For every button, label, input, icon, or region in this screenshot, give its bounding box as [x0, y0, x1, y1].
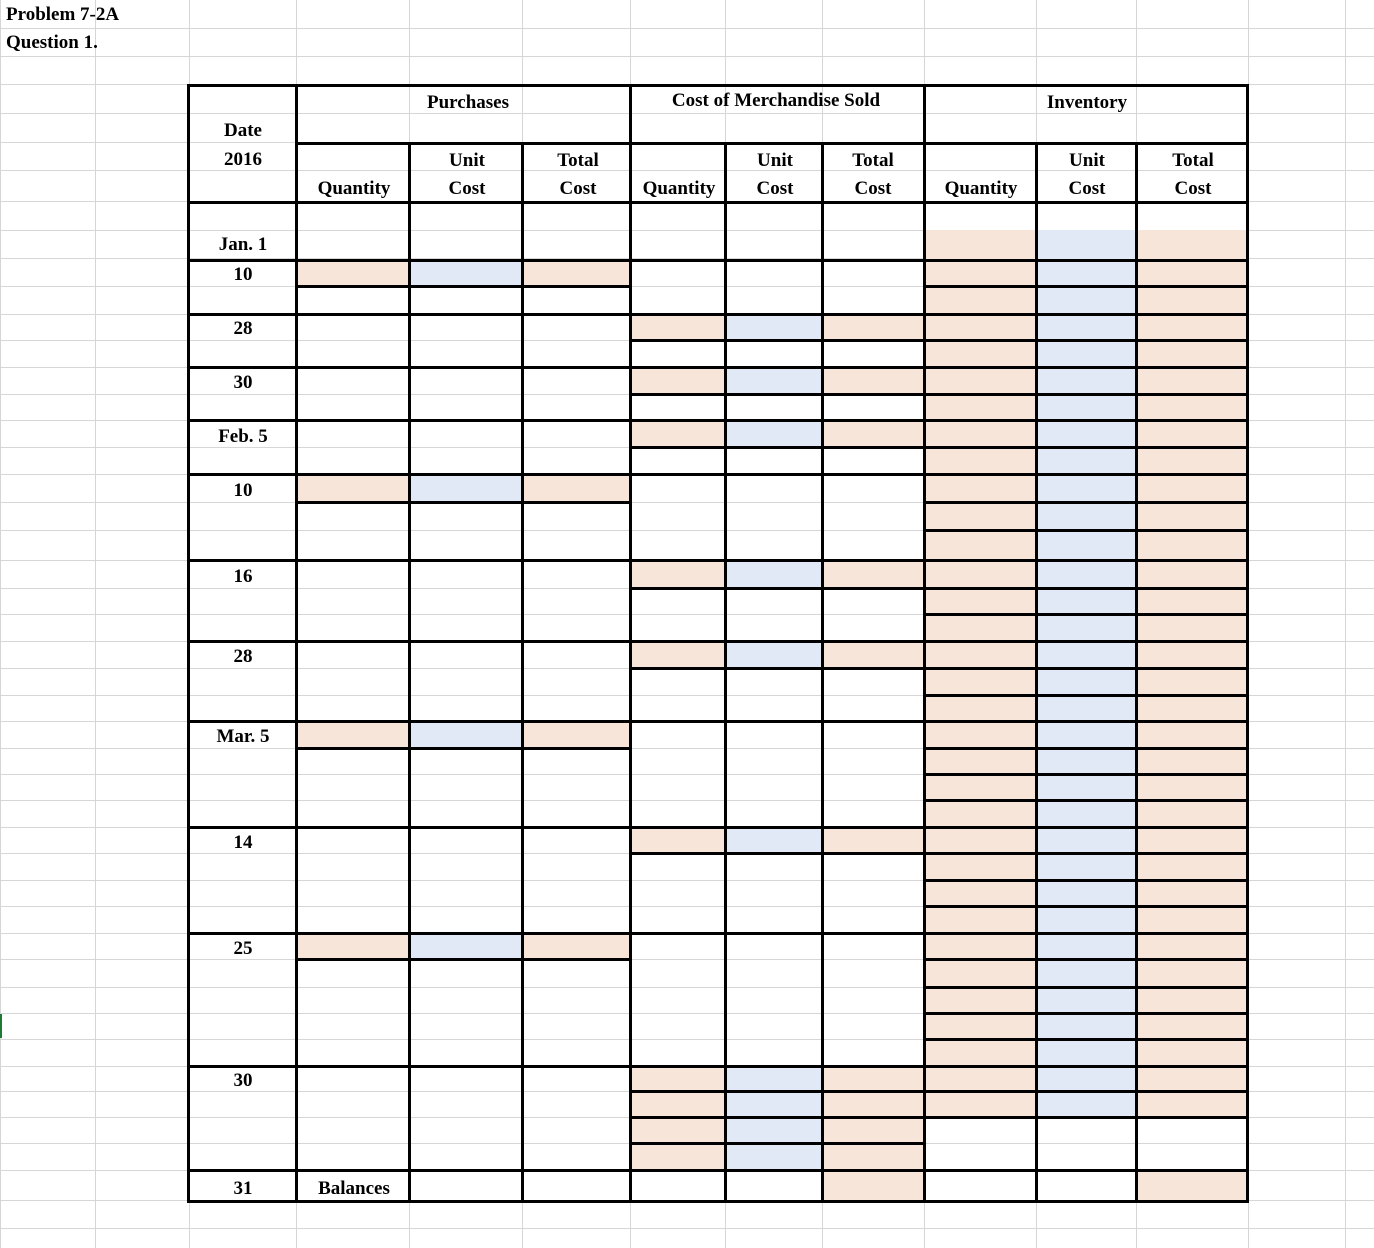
border-line [924, 905, 1249, 908]
border-line [1035, 144, 1038, 1202]
border-line [924, 529, 1249, 532]
input-cell-peach[interactable] [630, 827, 725, 853]
border-line [924, 1090, 1249, 1093]
border-line [924, 879, 1249, 882]
cogs-quantity-header: Quantity [642, 178, 716, 199]
date-cell: 10 [233, 264, 253, 285]
border-line [187, 1065, 1249, 1068]
inventory-quantity-header: Quantity [944, 178, 1018, 199]
border-line [187, 559, 1249, 562]
active-cell-marker [0, 1014, 2, 1038]
border-line [296, 285, 631, 288]
input-cell-blue[interactable] [725, 827, 822, 853]
input-cell-peach[interactable] [630, 1091, 725, 1117]
border-line [629, 85, 632, 1202]
input-cell-peach[interactable] [296, 260, 409, 286]
border-line [630, 339, 925, 342]
purchases-total-cost-header: Cost [559, 178, 597, 199]
border-line [924, 773, 1249, 776]
input-cell-peach[interactable] [822, 1066, 924, 1091]
date-cell: 28 [233, 318, 253, 339]
border-line [187, 720, 1249, 723]
date-cell: Jan. 1 [218, 234, 268, 255]
border-line [187, 1200, 1249, 1203]
input-cell-peach[interactable] [822, 827, 924, 853]
input-cell-blue[interactable] [725, 420, 822, 447]
border-line [1135, 144, 1138, 1202]
input-cell-peach[interactable] [822, 314, 924, 340]
border-line [296, 747, 631, 750]
cogs-header: Cost of Merchandise Sold [671, 90, 881, 111]
input-cell-blue[interactable] [725, 367, 822, 394]
border-line [630, 1116, 925, 1119]
border-line [521, 144, 524, 1202]
border-line [630, 1090, 925, 1093]
input-cell-peach[interactable] [1136, 1170, 1248, 1200]
input-cell-peach[interactable] [822, 420, 924, 447]
cogs-total-cost-header: Cost [854, 178, 892, 199]
year-header: 2016 [224, 149, 262, 170]
grid-line [0, 1228, 1374, 1229]
grid-line [0, 56, 1374, 57]
border-line [924, 986, 1249, 989]
border-line [187, 826, 1249, 829]
date-cell: 30 [233, 372, 253, 393]
purchases-quantity-header: Quantity [317, 178, 391, 199]
grid-line [0, 113, 1374, 114]
inventory-cost-header: Cost [1068, 178, 1106, 199]
input-cell-blue[interactable] [409, 260, 522, 286]
date-cell: 28 [233, 646, 253, 667]
input-cell-blue[interactable] [725, 1066, 822, 1091]
border-line [924, 694, 1249, 697]
input-cell-blue[interactable] [725, 1117, 822, 1143]
cogs-cost-header: Cost [756, 178, 794, 199]
date-cell: 31 [233, 1178, 253, 1199]
input-cell-peach[interactable] [630, 641, 725, 668]
input-cell-peach[interactable] [522, 476, 630, 502]
border-line [630, 852, 925, 855]
input-cell-blue[interactable] [409, 933, 522, 959]
cogs-unit-header: Unit [757, 150, 793, 171]
border-line [187, 1169, 1249, 1172]
input-cell-peach[interactable] [630, 367, 725, 394]
input-cell-blue[interactable] [725, 560, 822, 588]
input-cell-peach[interactable] [630, 560, 725, 588]
inventory-header: Inventory [1046, 92, 1128, 113]
input-cell-peach[interactable] [296, 476, 409, 502]
cogs-total-header: Total [852, 150, 894, 171]
purchases-cost-header: Cost [448, 178, 486, 199]
border-line [187, 259, 1249, 262]
border-line [924, 501, 1249, 504]
inventory-total-header: Total [1172, 150, 1214, 171]
purchases-total-header: Total [557, 150, 599, 171]
grid-line [0, 170, 1374, 171]
border-line [924, 799, 1249, 802]
input-cell-peach[interactable] [296, 933, 409, 959]
border-line [408, 144, 411, 1202]
border-line [187, 640, 1249, 643]
input-cell-peach[interactable] [522, 933, 630, 959]
border-line [630, 587, 925, 590]
input-cell-blue[interactable] [725, 1091, 822, 1117]
border-line [296, 501, 631, 504]
date-cell: 25 [233, 938, 253, 959]
input-cell-peach[interactable] [630, 1143, 725, 1170]
border-line [924, 958, 1249, 961]
border-line [187, 85, 190, 1202]
border-line [924, 393, 1249, 396]
border-line [187, 366, 1249, 369]
input-cell-peach[interactable] [630, 1117, 725, 1143]
input-cell-peach[interactable] [822, 367, 924, 394]
input-cell-blue[interactable] [409, 476, 522, 502]
date-cell: 14 [233, 832, 253, 853]
border-line [724, 144, 727, 1202]
border-line [630, 446, 925, 449]
input-cell-peach[interactable] [822, 560, 924, 588]
balances-label: Balances [318, 1178, 390, 1199]
inventory-unit-header: Unit [1069, 150, 1105, 171]
border-line [296, 142, 1249, 145]
input-cell-blue[interactable] [409, 721, 522, 748]
border-line [187, 473, 1249, 476]
input-cell-peach[interactable] [522, 721, 630, 748]
border-line [924, 285, 1249, 288]
border-line [924, 446, 1249, 449]
border-line [923, 85, 926, 1202]
input-cell-blue[interactable] [1036, 230, 1136, 1117]
date-cell: 16 [233, 566, 253, 587]
input-cell-peach[interactable] [822, 1143, 924, 1170]
problem-title: Problem 7-2A [6, 4, 120, 25]
border-line [187, 84, 1249, 87]
input-cell-peach[interactable] [522, 260, 630, 286]
border-line [630, 1142, 925, 1145]
border-line [924, 1038, 1249, 1041]
date-cell: Feb. 5 [218, 426, 268, 447]
border-line [630, 393, 925, 396]
input-cell-peach[interactable] [630, 420, 725, 447]
date-cell: Mar. 5 [216, 726, 270, 747]
border-line [296, 958, 631, 961]
border-line [187, 313, 1249, 316]
border-line [924, 1012, 1249, 1015]
input-cell-peach[interactable] [630, 1066, 725, 1091]
border-line [821, 144, 824, 1202]
input-cell-peach[interactable] [630, 314, 725, 340]
grid-line [1345, 0, 1346, 1248]
border-line [187, 201, 1249, 204]
date-cell: 30 [233, 1070, 253, 1091]
border-line [295, 85, 298, 1202]
border-line [924, 852, 1249, 855]
question-label: Question 1. [6, 32, 98, 53]
grid-line [0, 0, 1, 1248]
border-line [1246, 85, 1249, 1202]
input-cell-peach[interactable] [822, 1091, 924, 1117]
border-line [187, 932, 1249, 935]
border-line [924, 747, 1249, 750]
date-cell: 10 [233, 480, 253, 501]
input-cell-blue[interactable] [725, 641, 822, 668]
date-header: Date [224, 120, 262, 141]
inventory-total-cost-header: Cost [1174, 178, 1212, 199]
input-cell-peach[interactable] [822, 641, 924, 668]
input-cell-peach[interactable] [822, 1170, 924, 1200]
input-cell-peach[interactable] [822, 1117, 924, 1143]
border-line [630, 667, 925, 670]
input-cell-peach[interactable] [1136, 230, 1248, 1117]
input-cell-peach[interactable] [924, 230, 1036, 1117]
border-line [924, 613, 1249, 616]
grid-line [95, 0, 96, 1248]
input-cell-blue[interactable] [725, 314, 822, 340]
grid-line [0, 28, 1374, 29]
border-line [924, 587, 1249, 590]
purchases-header: Purchases [427, 92, 509, 113]
border-line [924, 1116, 1249, 1119]
border-line [924, 339, 1249, 342]
border-line [187, 419, 1249, 422]
input-cell-blue[interactable] [725, 1143, 822, 1170]
input-cell-peach[interactable] [296, 721, 409, 748]
purchases-unit-header: Unit [449, 150, 485, 171]
border-line [924, 667, 1249, 670]
